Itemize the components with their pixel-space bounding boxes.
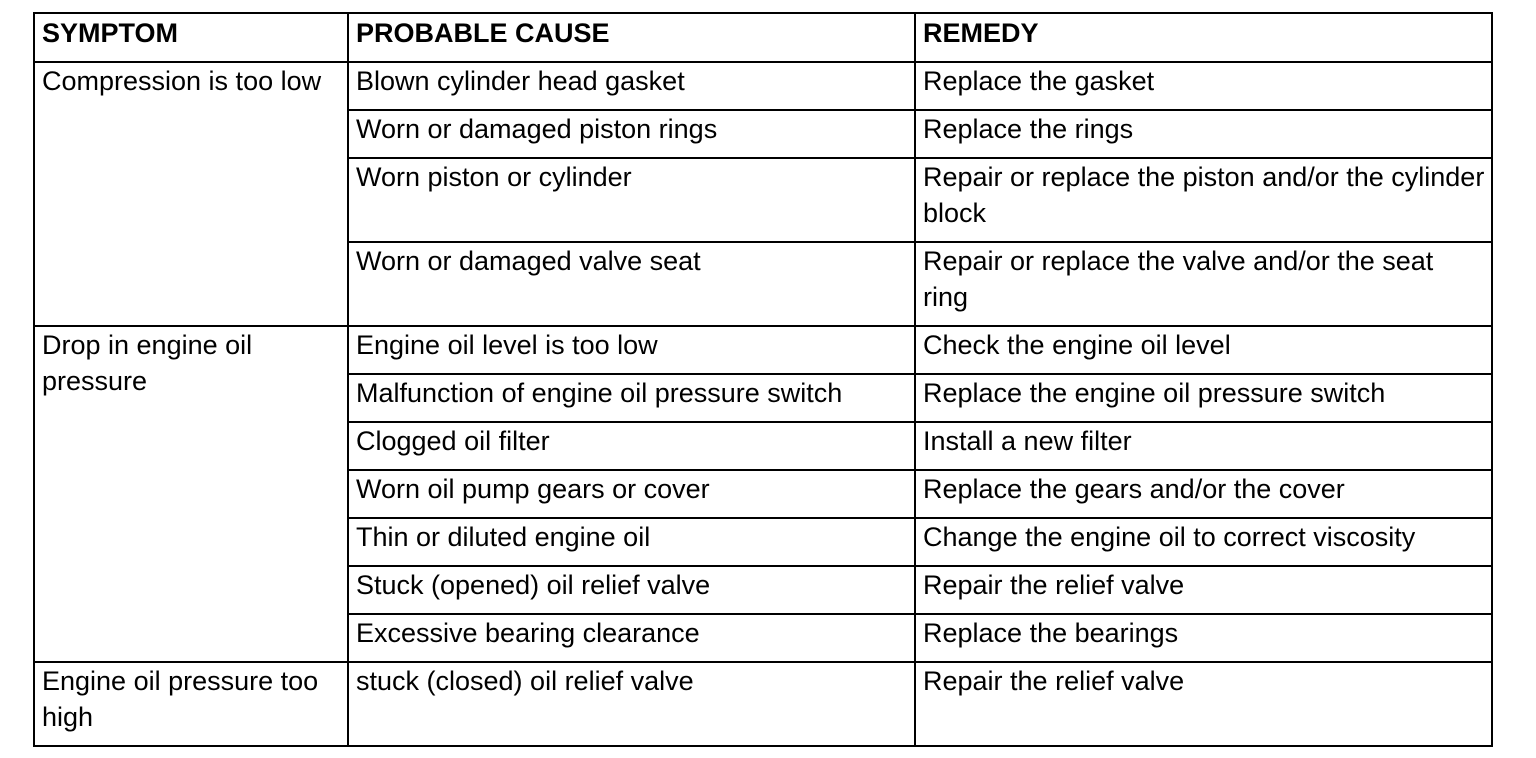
cause-cell: Worn or damaged piston rings bbox=[348, 110, 915, 158]
table-row bbox=[34, 662, 1492, 746]
cause-cell: Worn piston or cylinder bbox=[348, 158, 915, 242]
cause-cell: Clogged oil filter bbox=[348, 422, 915, 470]
remedy-cell: Replace the gears and/or the cover bbox=[915, 470, 1492, 518]
remedy-cell: Repair or replace the valve and/or the seat ring bbox=[915, 242, 1492, 326]
remedy-cell: Repair the relief valve bbox=[915, 566, 1492, 614]
table-row bbox=[34, 62, 1492, 110]
cause-cell: Blown cylinder head gasket bbox=[348, 62, 915, 110]
remedy-cell: Replace the gasket bbox=[915, 62, 1492, 110]
header-row bbox=[34, 13, 1492, 62]
remedy-cell: Replace the engine oil pressure switch bbox=[915, 374, 1492, 422]
cause-cell: Thin or diluted engine oil bbox=[348, 518, 915, 566]
cause-cell: stuck (closed) oil relief valve bbox=[348, 662, 915, 746]
remedy-cell: Replace the rings bbox=[915, 110, 1492, 158]
probable-cause-header: PROBABLE CAUSE bbox=[348, 13, 915, 62]
remedy-cell: Replace the bearings bbox=[915, 614, 1492, 662]
cause-cell: Worn or damaged valve seat bbox=[348, 242, 915, 326]
symptom-cell: Compression is too low bbox=[34, 62, 348, 326]
table-row bbox=[34, 326, 1492, 374]
remedy-cell: Install a new filter bbox=[915, 422, 1492, 470]
troubleshooting-table bbox=[33, 12, 1493, 747]
remedy-cell: Check the engine oil level bbox=[915, 326, 1492, 374]
remedy-cell: Repair or replace the piston and/or the cylinder block bbox=[915, 158, 1492, 242]
cause-cell: Engine oil level is too low bbox=[348, 326, 915, 374]
remedy-cell: Repair the relief valve bbox=[915, 662, 1492, 746]
cause-cell: Stuck (opened) oil relief valve bbox=[348, 566, 915, 614]
cause-cell: Worn oil pump gears or cover bbox=[348, 470, 915, 518]
symptom-header: SYMPTOM bbox=[34, 13, 348, 62]
symptom-cell: Drop in engine oil pressure bbox=[34, 326, 348, 662]
symptom-cell: Engine oil pressure too high bbox=[34, 662, 348, 746]
cause-cell: Excessive bearing clearance bbox=[348, 614, 915, 662]
remedy-header: REMEDY bbox=[915, 13, 1492, 62]
cause-cell: Malfunction of engine oil pressure switch bbox=[348, 374, 915, 422]
remedy-cell: Change the engine oil to correct viscosity bbox=[915, 518, 1492, 566]
